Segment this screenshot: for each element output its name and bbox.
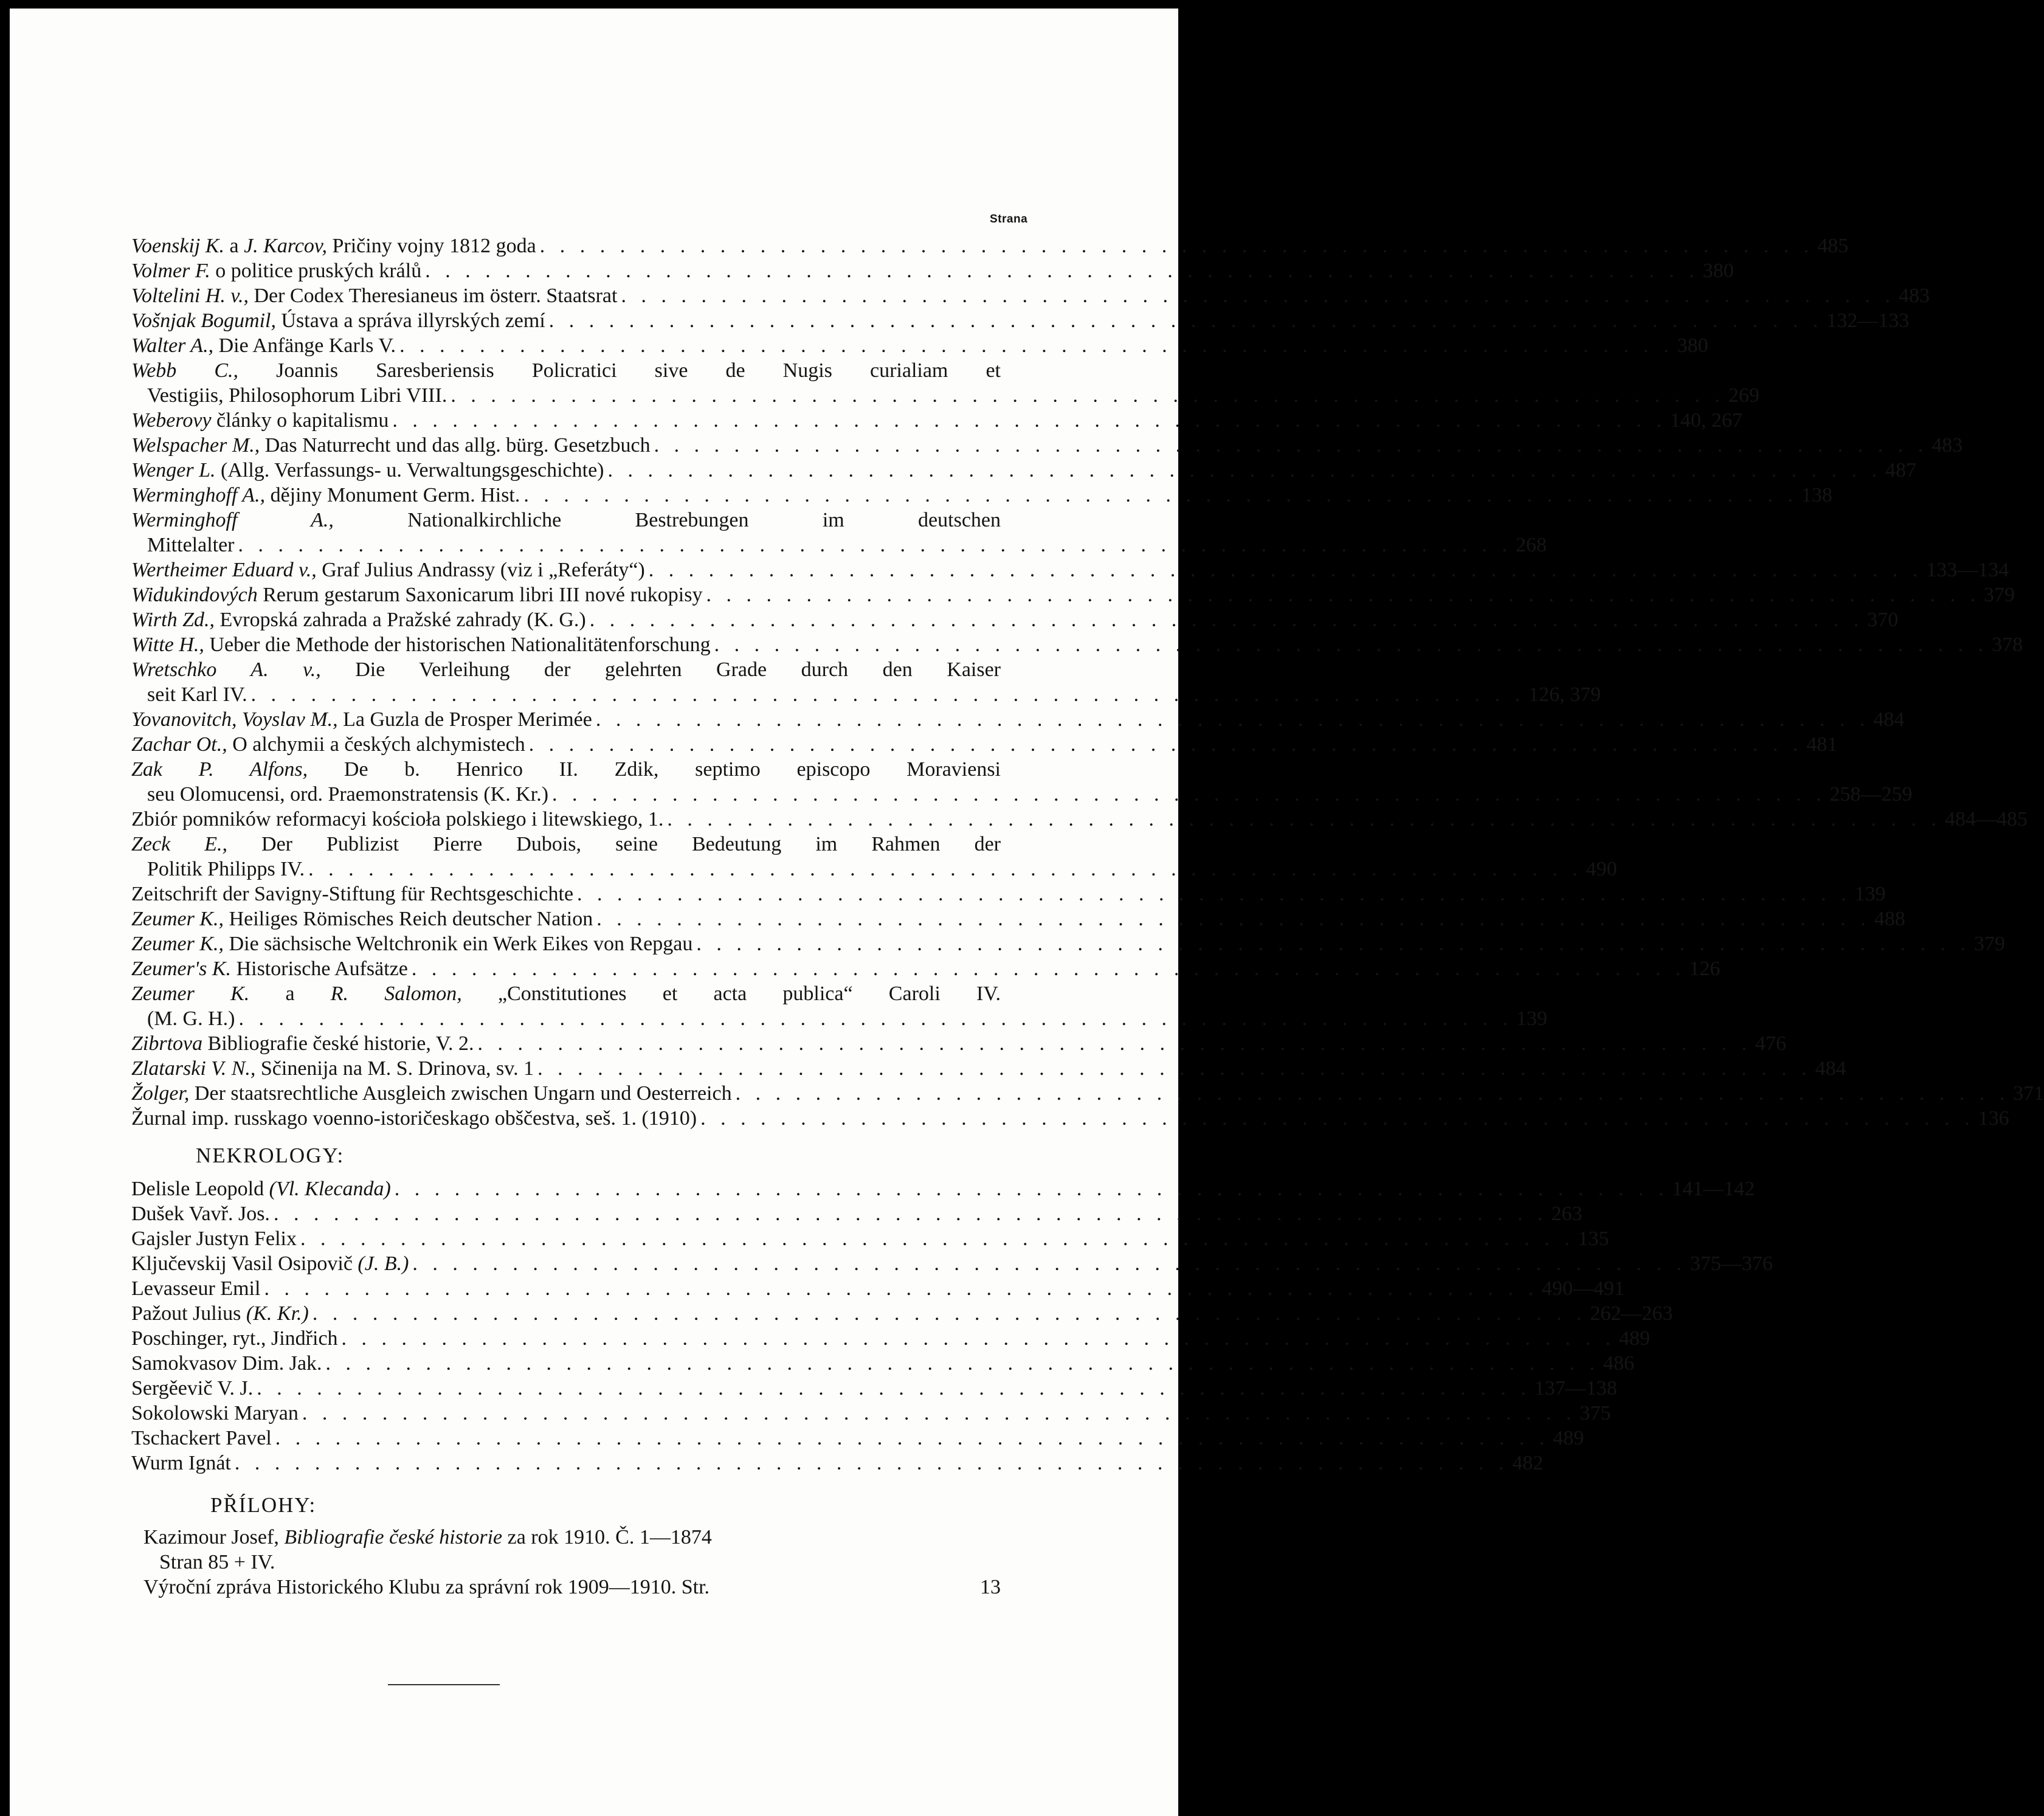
leader-dots: . . . . . . . . . . . . . . . . . . . . . . . . . . . . . . . . . . . . . . . . . . . . . . . . . . . . . . . . . . . . . . . .	[308, 858, 1583, 880]
page-number: 135	[1578, 1227, 1609, 1250]
appendix-continuation: Stran 85 + IV.	[159, 1551, 275, 1573]
entry-title: dějiny Monument Germ. Hist.	[265, 484, 520, 506]
obituary-name: Poschinger, ryt., Jindřich	[131, 1327, 338, 1350]
leader-dots: . . . . . . . . . . . . . . . . . . . . . . . . . . . . . . . . . . . . . . . . . . . . . . . . . . . . . . . . . . . . . . . .	[477, 1032, 1752, 1055]
page-number: 262—263	[1590, 1302, 1673, 1325]
entry-author: Zeumer K.,	[131, 933, 224, 955]
index-line	[131, 707, 1905, 732]
entry-text	[131, 707, 592, 732]
entry-title: Pričiny vojny 1812 goda	[326, 235, 536, 257]
index-line	[131, 483, 1832, 508]
book-page	[10, 9, 2044, 1816]
page-number: 476	[1755, 1032, 1786, 1055]
page-number: 126, 379	[1528, 683, 1601, 706]
page-number: 489	[1619, 1327, 1651, 1350]
appendix-page: 13	[980, 1576, 1001, 1598]
entry-author: Webb C.,	[131, 359, 239, 382]
entry-text	[131, 1326, 338, 1351]
leader-dots: . . . . . . . . . . . . . . . . . . . . . . . . . . . . . . . . . . . . . . . . . . . . . . . . . . . . . . . . . . . . . . . .	[696, 933, 1970, 955]
index-line	[131, 956, 1721, 981]
entry-text	[131, 1176, 391, 1201]
entry-author: Zak P. Alfons,	[131, 758, 308, 781]
appendix-report: Výroční zpráva Historického Klubu za správní rok 1909—1910. Str.	[143, 1576, 710, 1598]
entry-text	[147, 682, 247, 707]
section-heading-nekrology: NEKROLOGY:	[196, 1144, 345, 1167]
index-line	[131, 1201, 1583, 1226]
appendix-line	[131, 1575, 1001, 1600]
entry-author: Witte H.,	[131, 634, 204, 656]
entry-text	[131, 233, 536, 258]
entry-title: De b. Henrico II. Zdik, septimo episcopo Moraviensi	[308, 758, 1001, 781]
index-line	[131, 533, 1547, 558]
index-line	[131, 582, 2015, 607]
index-line	[131, 632, 2023, 657]
obituary-name: Gajsler Justyn Felix	[131, 1227, 297, 1250]
index-line	[131, 1006, 1547, 1031]
page-number: 485	[1817, 235, 1849, 257]
entry-author: Walter A.,	[131, 334, 214, 357]
entry-title: „Constitutiones et acta publica“ Caroli IV.	[461, 982, 1001, 1005]
entry-text	[131, 956, 408, 981]
entry-text	[147, 782, 548, 807]
entry-continuation: (M. G. H.)	[147, 1007, 235, 1030]
entry-text	[131, 1301, 309, 1326]
entry-title: články o kapitalismu	[211, 409, 389, 432]
entry-text	[131, 1251, 409, 1276]
entry-text	[131, 807, 663, 832]
leader-dots: . . . . . . . . . . . . . . . . . . . . . . . . . . . . . . . . . . . . . . . . . . . . . . . . . . . . . . . . . . . . . . . .	[451, 384, 1725, 407]
entry-author: Zeumer K.,	[131, 908, 224, 930]
page-number: 269	[1728, 384, 1759, 407]
entry-title: o politice pruských králů	[210, 260, 422, 282]
entry-text	[131, 1201, 270, 1226]
index-line	[131, 1351, 1635, 1376]
entry-text	[131, 1226, 297, 1251]
entry-title: Bibliografie české historie, V. 2.	[202, 1032, 474, 1055]
entry-author: Zlatarski V. N.,	[131, 1057, 256, 1080]
index-line	[131, 1401, 1611, 1426]
index-line	[131, 607, 1899, 632]
index-line	[131, 1326, 1651, 1351]
section-heading-prilohy: PŘÍLOHY:	[210, 1493, 317, 1517]
entry-author: Zachar Ot.,	[131, 733, 227, 756]
page-column-header: Strana	[990, 213, 1028, 226]
page-number: 139	[1854, 883, 1886, 905]
entry-author: Wretschko A. v.,	[131, 658, 321, 681]
entry-text	[131, 582, 702, 607]
page-number: 490—491	[1541, 1277, 1624, 1300]
page-number: 371	[2013, 1082, 2044, 1105]
page-number: 489	[1553, 1427, 1584, 1449]
index-line	[131, 782, 1913, 807]
obituary-name: Dušek Vavř. Jos.	[131, 1203, 270, 1225]
entry-conjunction: a	[224, 235, 244, 257]
appendix-line	[131, 1525, 1001, 1550]
entry-text	[131, 433, 651, 458]
entry-coauthor: J. Karcov,	[244, 235, 327, 257]
entry-text	[131, 458, 604, 483]
entry-text	[131, 558, 645, 582]
leader-dots: . . . . . . . . . . . . . . . . . . . . . . . . . . . . . . . . . . . . . . . . . . . . . . . . . . . . . . . . . . . . . . . .	[412, 1252, 1687, 1275]
index-line	[131, 732, 1838, 757]
appendix-title: Bibliografie české historie	[284, 1526, 503, 1548]
page-number: 141—142	[1672, 1178, 1755, 1200]
leader-dots: . . . . . . . . . . . . . . . . . . . . . . . . . . . . . . . . . . . . . . . . . . . . . . . . . . . . . . . . . . . . . . . .	[394, 1178, 1669, 1200]
leader-dots: . . . . . . . . . . . . . . . . . . . . . . . . . . . . . . . . . . . . . . . . . . . . . . . . . . . . . . . . . . . . . . . .	[234, 1452, 1509, 1474]
index-line	[131, 1276, 1624, 1301]
obituary-name: Ključevskij Vasil Osipovič	[131, 1252, 353, 1275]
page-number: 375	[1580, 1402, 1611, 1424]
entry-continuation: Vestigiis, Philosophorum Libri VIII.	[147, 384, 447, 407]
entry-title: Žurnal imp. russkago voenno-istoričeskago obščestva, seš. 1. (1910)	[131, 1107, 697, 1130]
entry-author: Wertheimer Eduard v.,	[131, 559, 317, 581]
leader-dots: . . . . . . . . . . . . . . . . . . . . . . . . . . . . . . . . . . . . . . . . . . . . . . . . . . . . . . . . . . . . . . . .	[589, 609, 1864, 631]
entry-author: Wirth Zd.,	[131, 609, 215, 631]
obituary-name: Sergěevič V. J.	[131, 1377, 254, 1400]
index-line	[131, 1226, 1609, 1251]
leader-dots: . . . . . . . . . . . . . . . . . . . . . . . . . . . . . . . . . . . . . . . . . . . . . . . . . . . . . . . . . . . . . . . .	[300, 1227, 1575, 1250]
index-line	[131, 906, 1905, 931]
entry-text	[131, 283, 617, 308]
leader-dots: . . . . . . . . . . . . . . . . . . . . . . . . . . . . . . . . . . . . . . . . . . . . . . . . . . . . . . . . . . . . . . . .	[621, 285, 1895, 307]
obituary-name: Delisle Leopold	[131, 1178, 264, 1200]
entry-text	[131, 258, 421, 283]
entry-title: Die Verleihung der gelehrten Grade durch den Kaiser	[320, 658, 1001, 681]
obituary-author: (K. Kr.)	[246, 1302, 309, 1325]
obituary-name: Tschackert Pavel	[131, 1427, 272, 1449]
page-number: 138	[1801, 484, 1832, 506]
page-number: 484	[1873, 708, 1905, 731]
entry-title: Evropská zahrada a Pražské zahrady (K. G.)	[214, 609, 586, 631]
index-line	[131, 308, 1910, 333]
leader-dots: . . . . . . . . . . . . . . . . . . . . . . . . . . . . . . . . . . . . . . . . . . . . . . . . . . . . . . . . . . . . . . . .	[706, 584, 1980, 606]
leader-dots: . . . . . . . . . . . . . . . . . . . . . . . . . . . . . . . . . . . . . . . . . . . . . . . . . . . . . . . . . . . . . . . .	[607, 459, 1882, 482]
entry-title: Der Publizist Pierre Dubois, seine Bedeutung im Rahmen der	[227, 833, 1001, 855]
entry-title: Heiliges Römisches Reich deutscher Nation	[224, 908, 593, 930]
entry-title: Die Anfänge Karls V.	[213, 334, 396, 357]
obituary-name: Wurm Ignát	[131, 1452, 231, 1474]
leader-dots: . . . . . . . . . . . . . . . . . . . . . . . . . . . . . . . . . . . . . . . . . . . . . . . . . . . . . . . . . . . . . . . .	[595, 708, 1870, 731]
entry-text	[131, 1351, 322, 1376]
leader-dots: . . . . . . . . . . . . . . . . . . . . . . . . . . . . . . . . . . . . . . . . . . . . . . . . . . . . . . . . . . . . . . . .	[648, 559, 1923, 581]
entry-title: Rerum gestarum Saxonicarum libri III nové rukopisy	[257, 584, 703, 606]
page-number: 133—134	[1926, 559, 2009, 581]
page-number: 258—259	[1829, 783, 1913, 806]
leader-dots: . . . . . . . . . . . . . . . . . . . . . . . . . . . . . . . . . . . . . . . . . . . . . . . . . . . . . . . . . . . . . . . .	[275, 1427, 1550, 1449]
leader-dots: . . . . . . . . . . . . . . . . . . . . . . . . . . . . . . . . . . . . . . . . . . . . . . . . . . . . . . . . . . . . . . . .	[257, 1377, 1531, 1400]
index-line	[131, 1056, 1846, 1081]
index-line	[131, 358, 1001, 383]
leader-dots: . . . . . . . . . . . . . . . . . . . . . . . . . . . . . . . . . . . . . . . . . . . . . . . . . . . . . . . . . . . . . . . .	[537, 1057, 1812, 1080]
index-line	[131, 508, 1001, 533]
entry-continuation: seu Olomucensi, ord. Praemonstratensis (K. Kr.)	[147, 783, 549, 806]
closing-rule	[388, 1684, 500, 1685]
entry-text	[147, 533, 235, 558]
entry-continuation: seit Karl IV.	[147, 683, 247, 706]
entry-continuation: Mittelalter	[147, 534, 235, 556]
entry-text	[147, 383, 447, 408]
obituary-name: Sokolowski Maryan	[131, 1402, 299, 1424]
index-line	[131, 233, 1849, 258]
entry-text	[131, 1031, 474, 1056]
index-line	[131, 1251, 1773, 1276]
index-line	[131, 558, 2009, 582]
entry-author: Vošnjak Bogumil,	[131, 309, 276, 332]
entry-title: (Allg. Verfassungs- u. Verwaltungsgeschichte)	[215, 459, 604, 482]
index-line	[131, 981, 1001, 1006]
entry-author: Zeumer K.	[131, 982, 250, 1005]
entry-title: Ueber die Methode der historischen Nationalitätenforschung	[204, 634, 711, 656]
index-line	[131, 682, 1601, 707]
leader-dots: . . . . . . . . . . . . . . . . . . . . . . . . . . . . . . . . . . . . . . . . . . . . . . . . . . . . . . . . . . . . . . . .	[523, 484, 1798, 506]
entry-text	[131, 1401, 299, 1426]
leader-dots: . . . . . . . . . . . . . . . . . . . . . . . . . . . . . . . . . . . . . . . . . . . . . . . . . . . . . . . . . . . . . . . .	[548, 309, 1823, 332]
appendix-author: Kazimour Josef,	[143, 1526, 279, 1548]
entry-text	[131, 308, 545, 333]
leader-dots: . . . . . . . . . . . . . . . . . . . . . . . . . . . . . . . . . . . . . . . . . . . . . . . . . . . . . . . . . . . . . . . .	[714, 634, 1989, 656]
page-number: 484—485	[1944, 808, 2028, 830]
obituary-author: (J. B.)	[357, 1252, 409, 1275]
entry-author: Werminghoff A.,	[131, 509, 334, 531]
index-line	[131, 1426, 1584, 1451]
leader-dots: . . . . . . . . . . . . . . . . . . . . . . . . . . . . . . . . . . . . . . . . . . . . . . . . . . . . . . . . . . . . . . . .	[552, 783, 1826, 806]
page-number: 132—133	[1826, 309, 1910, 332]
page-number: 484	[1815, 1057, 1846, 1080]
page-number: 483	[1932, 434, 1963, 457]
entry-title: Ústava a správa illyrských zemí	[275, 309, 545, 332]
entry-continuation: Politik Philipps IV.	[147, 858, 305, 880]
page-number: 263	[1551, 1203, 1583, 1225]
entry-text	[131, 607, 586, 632]
obituary-name: Levasseur Emil	[131, 1277, 261, 1300]
entry-author: Yovanovitch, Voyslav M.,	[131, 708, 338, 731]
entry-title: O alchymii a českých alchymistech	[227, 733, 525, 756]
index-line	[131, 408, 1742, 433]
entry-text	[131, 333, 396, 358]
entry-author: Zeumer's K.	[131, 958, 232, 980]
entry-text	[131, 882, 573, 906]
entry-title: Der staatsrechtliche Ausgleich zwischen Ungarn und Oesterreich	[189, 1082, 732, 1105]
index-line	[131, 807, 2028, 832]
page-number: 126	[1689, 958, 1721, 980]
page-number: 380	[1677, 334, 1708, 357]
index-line	[131, 931, 2005, 956]
leader-dots: . . . . . . . . . . . . . . . . . . . . . . . . . . . . . . . . . . . . . . . . . . . . . . . . . . . . . . . . . . . . . . . .	[528, 733, 1803, 756]
entry-title: La Guzla de Prosper Merimée	[337, 708, 592, 731]
index-entries	[131, 233, 2044, 1600]
index-line	[131, 1301, 1673, 1326]
entry-title: Graf Julius Andrassy (viz i „Referáty“)	[316, 559, 645, 581]
entry-author: Werminghoff A.,	[131, 484, 266, 506]
leader-dots: . . . . . . . . . . . . . . . . . . . . . . . . . . . . . . . . . . . . . . . . . . . . . . . . . . . . . . . . . . . . . . . .	[411, 958, 1686, 980]
entry-coauthor: R. Salomon,	[330, 982, 462, 1005]
leader-dots: . . . . . . . . . . . . . . . . . . . . . . . . . . . . . . . . . . . . . . . . . . . . . . . . . . . . . . . . . . . . . . . .	[273, 1203, 1548, 1225]
index-line	[131, 757, 1001, 782]
entry-text	[131, 1081, 732, 1106]
entry-title: Historische Aufsätze	[231, 958, 408, 980]
entry-title: Der Codex Theresianeus im österr. Staatsrat	[248, 285, 618, 307]
entry-title: Die sächsische Weltchronik ein Werk Eikes von Repgau	[224, 933, 693, 955]
entry-author: Wenger L.	[131, 459, 216, 482]
entry-text	[131, 408, 388, 433]
leader-dots: . . . . . . . . . . . . . . . . . . . . . . . . . . . . . . . . . . . . . . . . . . . . . . . . . . . . . . . . . . . . . . . .	[735, 1082, 2010, 1105]
entry-author: Widukindových	[131, 584, 258, 606]
entry-text	[131, 906, 593, 931]
leader-dots: . . . . . . . . . . . . . . . . . . . . . . . . . . . . . . . . . . . . . . . . . . . . . . . . . . . . . . . . . . . . . . . .	[238, 1007, 1513, 1030]
leader-dots: . . . . . . . . . . . . . . . . . . . . . . . . . . . . . . . . . . . . . . . . . . . . . . . . . . . . . . . . . . . . . . . .	[250, 683, 1525, 706]
leader-dots: . . . . . . . . . . . . . . . . . . . . . . . . . . . . . . . . . . . . . . . . . . . . . . . . . . . . . . . . . . . . . . . .	[539, 235, 1814, 257]
entry-author: Zibrtova	[131, 1032, 203, 1055]
entry-text	[131, 632, 711, 657]
obituary-name: Pažout Julius	[131, 1302, 241, 1325]
entry-text	[131, 1451, 231, 1476]
index-line	[131, 857, 1617, 882]
index-line	[131, 1176, 1755, 1201]
entry-title: Zbiór pomników reformacyi kościoła polskiego i litewskiego, 1.	[131, 808, 664, 830]
page-number: 140, 267	[1669, 409, 1742, 432]
entry-title: Zeitschrift der Savigny-Stiftung für Rechtsgeschichte	[131, 883, 574, 905]
leader-dots: . . . . . . . . . . . . . . . . . . . . . . . . . . . . . . . . . . . . . . . . . . . . . . . . . . . . . . . . . . . . . . . .	[667, 808, 1941, 830]
entry-title: Nationalkirchliche Bestrebungen im deutschen	[333, 509, 1001, 531]
page-number: 379	[1983, 584, 2015, 606]
leader-dots: . . . . . . . . . . . . . . . . . . . . . . . . . . . . . . . . . . . . . . . . . . . . . . . . . . . . . . . . . . . . . . . .	[302, 1402, 1576, 1424]
index-line	[131, 657, 1001, 682]
entry-text	[131, 732, 525, 757]
leader-dots: . . . . . . . . . . . . . . . . . . . . . . . . . . . . . . . . . . . . . . . . . . . . . . . . . . . . . . . . . . . . . . . .	[392, 409, 1666, 432]
entry-title: Joannis Saresberiensis Policratici sive de Nugis curialiam et	[238, 359, 1001, 382]
page-number: 379	[1973, 933, 2005, 955]
page-number: 268	[1516, 534, 1547, 556]
page-number: 488	[1874, 908, 1905, 930]
page-number: 139	[1516, 1007, 1547, 1030]
entry-text	[131, 1376, 253, 1401]
leader-dots: . . . . . . . . . . . . . . . . . . . . . . . . . . . . . . . . . . . . . . . . . . . . . . . . . . . . . . . . . . . . . . . .	[654, 434, 1928, 457]
leader-dots: . . . . . . . . . . . . . . . . . . . . . . . . . . . . . . . . . . . . . . . . . . . . . . . . . . . . . . . . . . . . . . . .	[312, 1302, 1587, 1325]
entry-author: Welspacher M.,	[131, 434, 260, 457]
leader-dots: . . . . . . . . . . . . . . . . . . . . . . . . . . . . . . . . . . . . . . . . . . . . . . . . . . . . . . . . . . . . . . . .	[238, 534, 1513, 556]
entry-author: Zeck E.,	[131, 833, 227, 855]
index-line	[131, 433, 1963, 458]
leader-dots: . . . . . . . . . . . . . . . . . . . . . . . . . . . . . . . . . . . . . . . . . . . . . . . . . . . . . . . . . . . . . . . .	[264, 1277, 1538, 1300]
leader-dots: . . . . . . . . . . . . . . . . . . . . . . . . . . . . . . . . . . . . . . . . . . . . . . . . . . . . . . . . . . . . . . . .	[577, 883, 1851, 905]
entry-text	[147, 857, 305, 882]
index-line	[131, 283, 1930, 308]
index-line	[131, 1081, 2044, 1106]
entry-text	[147, 1006, 235, 1031]
index-line	[131, 882, 1886, 906]
index-line	[131, 1031, 1786, 1056]
page-number: 380	[1702, 260, 1734, 282]
leader-dots: . . . . . . . . . . . . . . . . . . . . . . . . . . . . . . . . . . . . . . . . . . . . . . . . . . . . . . . . . . . . . . . .	[596, 908, 1871, 930]
index-line	[131, 1376, 1617, 1401]
index-line	[131, 1451, 1544, 1476]
index-line	[131, 383, 1759, 408]
entry-author: Weberovy	[131, 409, 212, 432]
page-number: 487	[1885, 459, 1916, 482]
entry-title: Sčinenija na M. S. Drinova, sv. 1	[255, 1057, 534, 1080]
entry-text	[131, 1106, 697, 1131]
index-line	[131, 458, 1916, 483]
page-number: 481	[1806, 733, 1838, 756]
leader-dots: . . . . . . . . . . . . . . . . . . . . . . . . . . . . . . . . . . . . . . . . . . . . . . . . . . . . . . . . . . . . . . . .	[341, 1327, 1616, 1350]
page-number: 370	[1867, 609, 1899, 631]
index-line	[131, 1106, 2009, 1131]
entry-text	[131, 1426, 272, 1451]
entry-text	[131, 483, 520, 508]
page-number: 378	[1992, 634, 2023, 656]
page-number: 137—138	[1534, 1377, 1617, 1400]
page-number: 482	[1512, 1452, 1544, 1474]
leader-dots: . . . . . . . . . . . . . . . . . . . . . . . . . . . . . . . . . . . . . . . . . . . . . . . . . . . . . . . . . . . . . . . .	[425, 260, 1699, 282]
page-number: 136	[1978, 1107, 2009, 1130]
page-number: 375—376	[1690, 1252, 1773, 1275]
index-line	[131, 258, 1734, 283]
obituary-author: (Vl. Klecanda)	[269, 1178, 391, 1200]
leader-dots: . . . . . . . . . . . . . . . . . . . . . . . . . . . . . . . . . . . . . . . . . . . . . . . . . . . . . . . . . . . . . . . .	[399, 334, 1674, 357]
page-number: 486	[1603, 1352, 1635, 1375]
page-number: 490	[1586, 858, 1617, 880]
appendix-details: za rok 1910. Č. 1—1874	[507, 1526, 712, 1548]
entry-author: Volmer F.	[131, 260, 210, 282]
entry-author: Voenskij K.	[131, 235, 224, 257]
index-line	[131, 333, 1708, 358]
entry-author: Žolger,	[131, 1082, 190, 1105]
entry-conjunction: a	[249, 982, 331, 1005]
obituary-name: Samokvasov Dim. Jak.	[131, 1352, 322, 1375]
leader-dots: . . . . . . . . . . . . . . . . . . . . . . . . . . . . . . . . . . . . . . . . . . . . . . . . . . . . . . . . . . . . . . . .	[700, 1107, 1975, 1130]
entry-title: Das Naturrecht und das allg. bürg. Gesetzbuch	[260, 434, 651, 457]
index-line	[131, 832, 1001, 857]
leader-dots: . . . . . . . . . . . . . . . . . . . . . . . . . . . . . . . . . . . . . . . . . . . . . . . . . . . . . . . . . . . . . . . .	[325, 1352, 1600, 1375]
entry-text	[131, 1056, 534, 1081]
entry-text	[131, 931, 692, 956]
entry-text	[131, 1276, 260, 1301]
page-number: 483	[1898, 285, 1930, 307]
entry-author: Voltelini H. v.,	[131, 285, 249, 307]
